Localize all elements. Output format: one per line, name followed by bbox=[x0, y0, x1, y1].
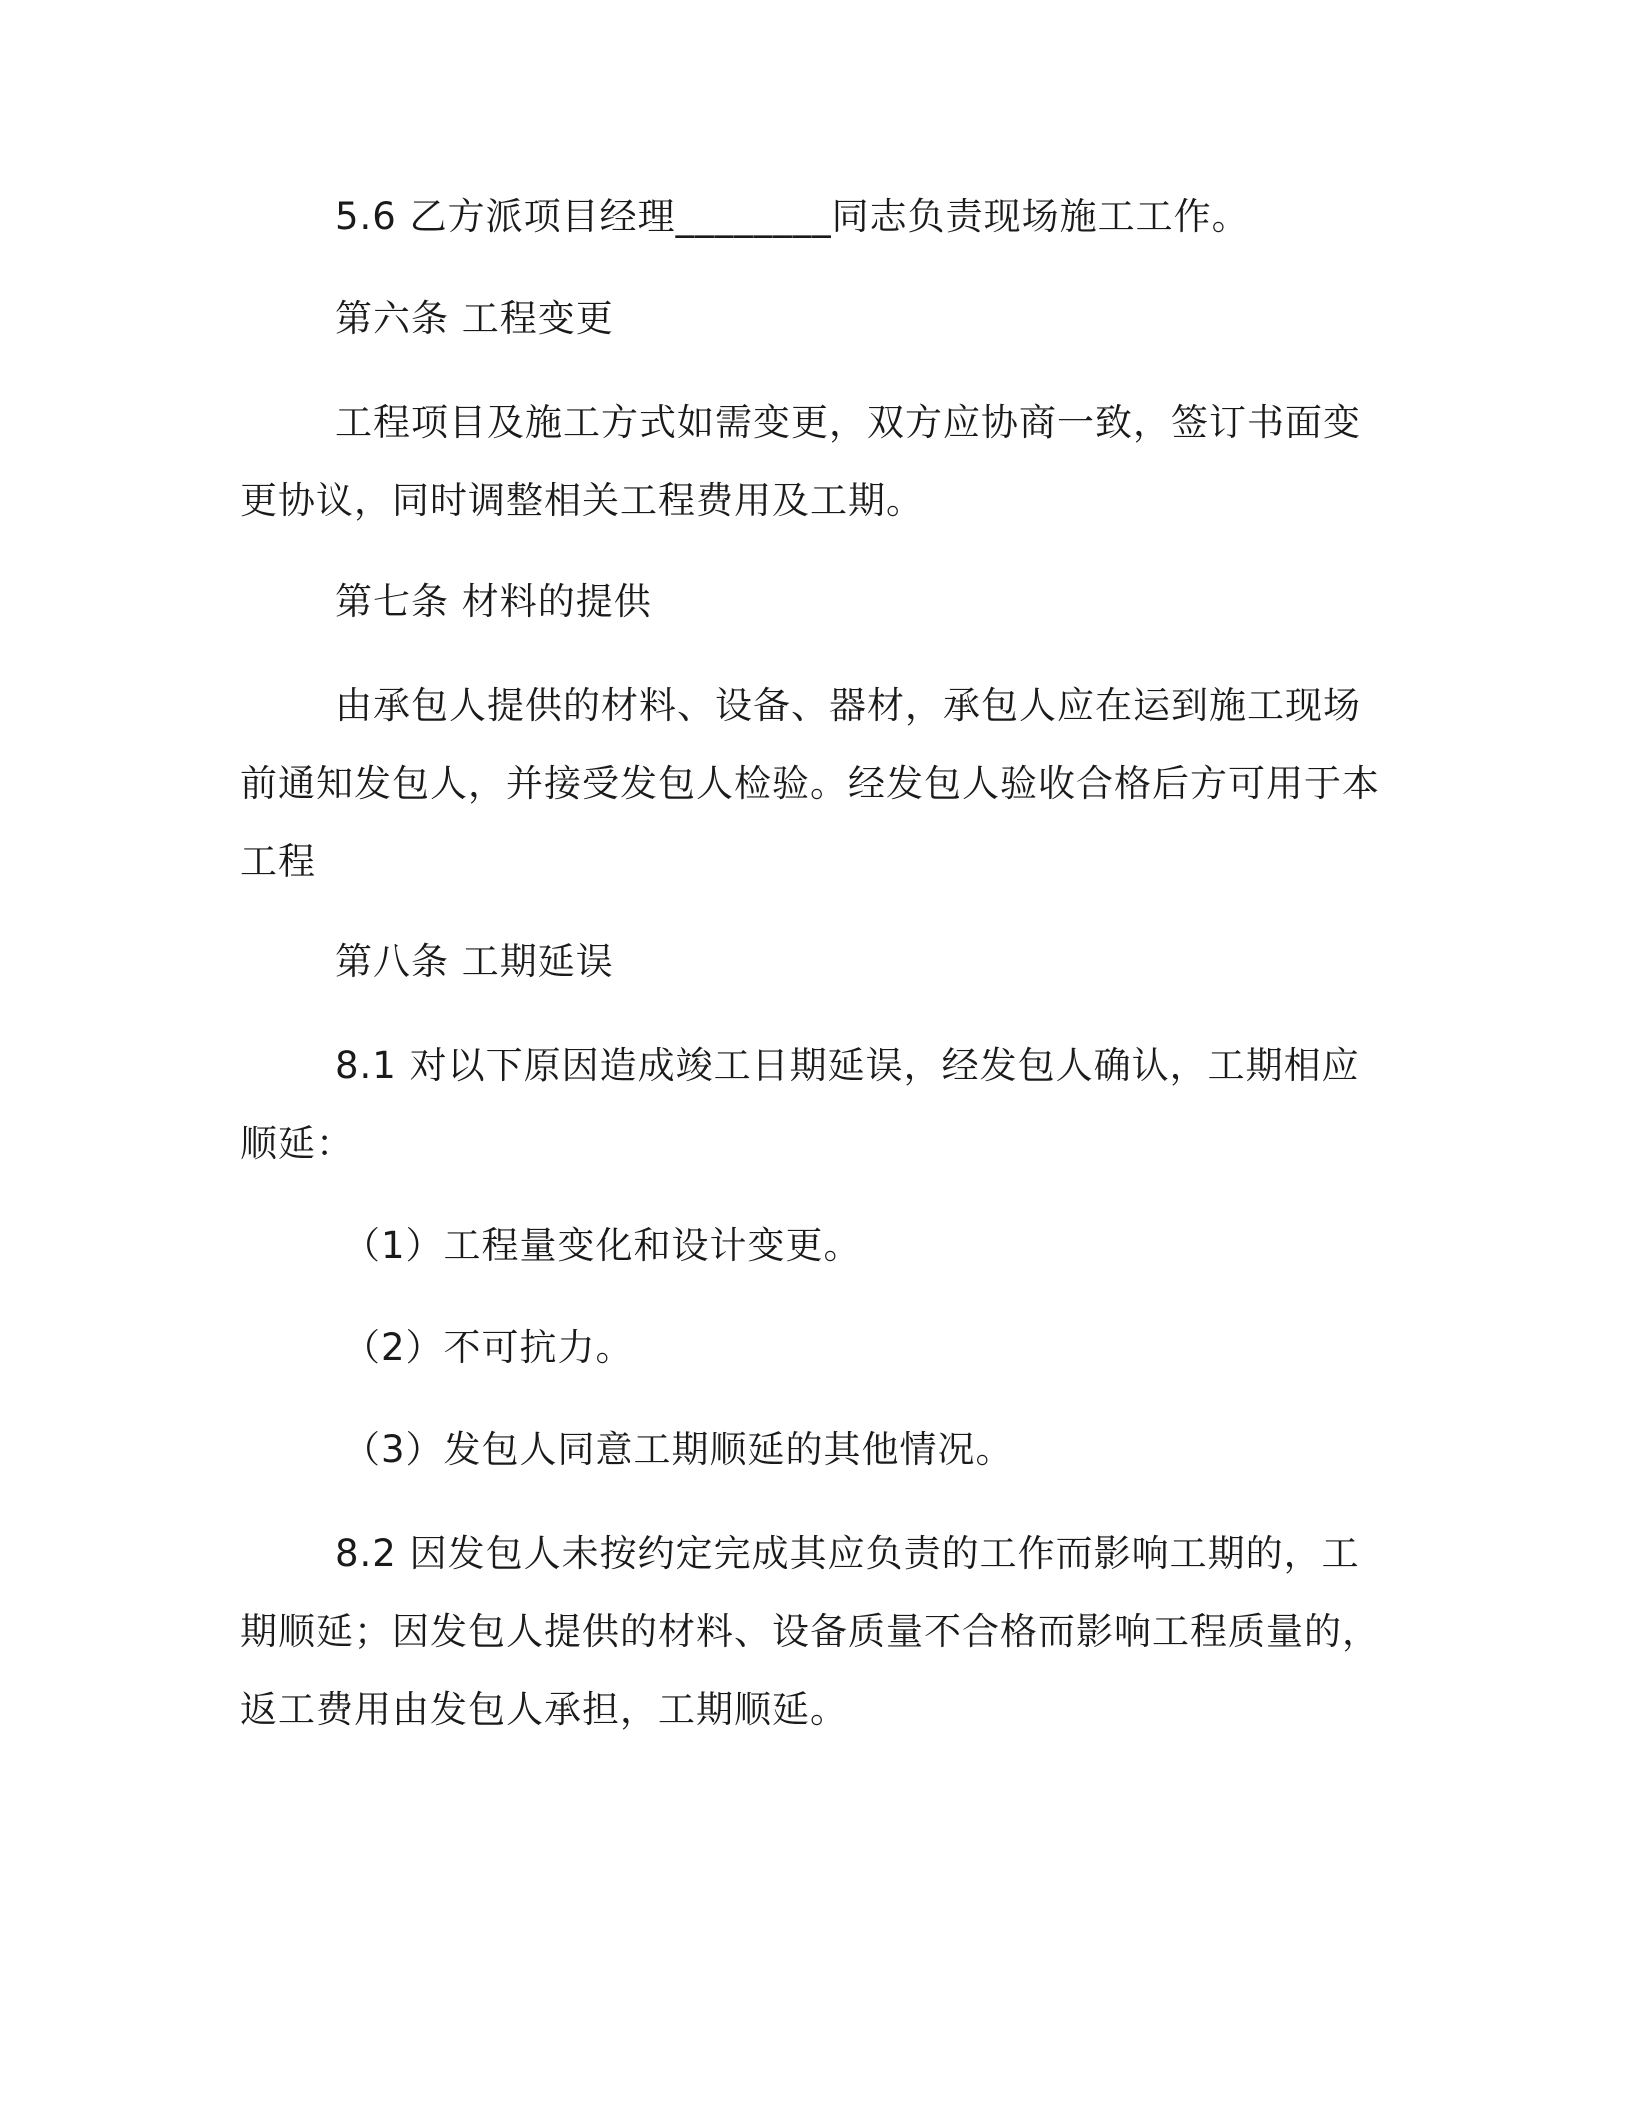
article-6-body: 工程项目及施工方式如需变更，双方应协商一致，签订书面变更协议，同时调整相关工程费用及工期。 bbox=[240, 401, 1361, 522]
list-item: （1）工程量变化和设计变更。 bbox=[343, 1224, 862, 1267]
list-item: （2）不可抗力。 bbox=[343, 1326, 634, 1369]
article-6-heading: 第六条 工程变更 bbox=[335, 297, 614, 340]
article-8-heading: 第八条 工期延误 bbox=[335, 940, 614, 983]
clause-8-2: 8.2 因发包人未按约定完成其应负责的工作而影响工期的，工期顺延；因发包人提供的材料、设备质量不合格而影响工程质量的，返工费用由发包人承担，工期顺延。 bbox=[240, 1532, 1380, 1731]
article-7-heading: 第七条 材料的提供 bbox=[335, 580, 652, 623]
article-7-body: 由承包人提供的材料、设备、器材，承包人应在运到施工现场前通知发包人，并接受发包人检验。经发包人验收合格后方可用于本工程 bbox=[240, 684, 1380, 883]
clause-5-6: 5.6 乙方派项目经理________同志负责现场施工工作。 bbox=[335, 195, 1250, 238]
clause-8-1: 8.1 对以下原因造成竣工日期延误，经发包人确认，工期相应顺延： bbox=[240, 1044, 1360, 1165]
list-item: （3）发包人同意工期顺延的其他情况。 bbox=[343, 1428, 1014, 1471]
